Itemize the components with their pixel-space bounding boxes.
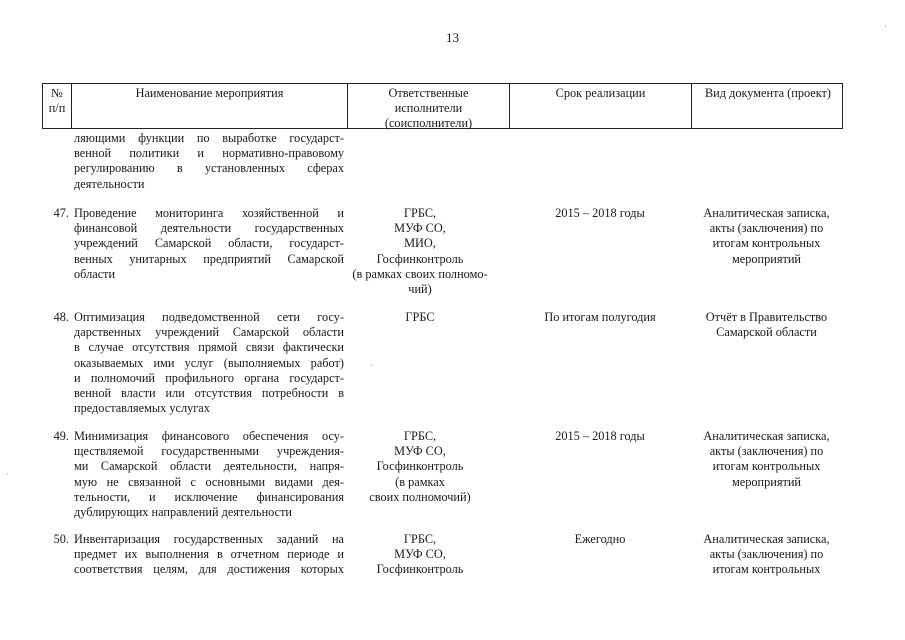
text-line: итогам контрольных <box>712 562 821 577</box>
text-line: Инвентаризация государственных заданий на <box>74 532 344 546</box>
activity-name <box>74 131 344 192</box>
text-line: Аналитическая записка, <box>703 532 830 546</box>
implementation-term <box>510 310 690 325</box>
text-line: мероприятий <box>731 474 802 489</box>
header-document-type-line: Вид документа (проект) <box>704 86 832 100</box>
scan-speck: · <box>370 360 373 370</box>
row-number: 48. <box>53 310 69 324</box>
text-line: тельности, и исключение финансирования <box>74 489 344 504</box>
scan-speck: ˙ <box>884 24 887 34</box>
text-line: в случае отсутствия прямой связи фактически <box>74 340 344 355</box>
activity-name <box>74 206 344 282</box>
text-line: дублирующих направлений деятельности <box>74 505 293 520</box>
text-line: ществляемой государственными учреждения- <box>74 444 344 459</box>
header-document-type <box>691 84 844 128</box>
text-line: МУФ СО, <box>394 547 446 562</box>
text-line: дарственных учреждений Самарской области <box>74 325 344 340</box>
header-activity-name-line: Наименование мероприятия <box>135 86 284 100</box>
text-line: акты (заключения) по <box>709 221 824 236</box>
text-line: Оптимизация подведомственной сети госу- <box>74 310 344 324</box>
text-line: соответствия целям, для достижения которых <box>74 562 344 577</box>
text-line: МУФ СО, <box>394 444 446 459</box>
text-line: ГРБС, <box>403 429 437 443</box>
text-line: и полномочий профильного органа государст- <box>74 370 344 385</box>
text-line: МУФ СО, <box>394 221 446 236</box>
responsible-executors <box>345 206 495 297</box>
document-type <box>690 429 843 490</box>
text-line: чий) <box>408 282 432 297</box>
text-line: мую не связанной с основными видами дея- <box>74 474 344 489</box>
text-line: учреждений Самарской области, государст- <box>74 236 344 251</box>
text-line: предоставляемых услугах <box>74 401 210 416</box>
row-number: 50. <box>53 532 69 546</box>
table-header <box>42 83 843 129</box>
header-number-line: № <box>51 86 63 100</box>
page-number: 13 <box>446 30 459 45</box>
header-responsible <box>347 84 509 131</box>
text-line: ГРБС <box>405 310 435 324</box>
text-line: оказываемых ими услуг (выполняемых работ) <box>74 355 344 370</box>
text-line: предмет их выполнения в отчетном периоде и <box>74 547 344 562</box>
header-number <box>43 84 71 128</box>
text-line: венной власти или отсутствия потребности в <box>74 386 344 401</box>
text-line: 2015 – 2018 годы <box>555 429 645 443</box>
implementation-term <box>510 532 690 547</box>
document-type <box>690 532 843 578</box>
text-line: венной политики и нормативно-правовому <box>74 146 344 161</box>
activity-name <box>74 310 344 416</box>
text-line: деятельности <box>74 176 145 191</box>
text-line: итогам контрольных <box>712 459 821 474</box>
activity-name <box>74 429 344 520</box>
text-line: Госфинконтроль <box>376 459 464 474</box>
text-line: своих полномочий) <box>369 489 471 504</box>
text-line: области <box>74 266 116 281</box>
text-line: ляющими функции по выработке государст- <box>74 131 344 145</box>
row-number: 47. <box>53 206 69 220</box>
text-line: (в рамках своих полномо- <box>352 266 488 281</box>
header-responsible-line: исполнители <box>394 101 463 116</box>
header-number-line: п/п <box>48 101 66 116</box>
header-term <box>509 84 691 128</box>
header-activity-name <box>71 84 347 128</box>
text-line: Госфинконтроль <box>376 251 464 266</box>
text-line: 2015 – 2018 годы <box>555 206 645 220</box>
text-line: Отчёт в Правительство <box>705 310 828 324</box>
document-type <box>690 206 843 267</box>
text-line: венных унитарных предприятий Самарской <box>74 251 344 266</box>
implementation-term <box>510 206 690 221</box>
header-term-line: Срок реализации <box>555 86 646 100</box>
text-line: регулированию в установленных сферах <box>74 161 344 176</box>
header-responsible-line: (соисполнители) <box>384 116 473 131</box>
scan-speck: ˙ <box>6 472 9 482</box>
responsible-executors <box>345 429 495 505</box>
text-line: (в рамках <box>395 474 445 489</box>
text-line: Аналитическая записка, <box>703 429 830 443</box>
text-line: Проведение мониторинга хозяйственной и <box>74 206 344 220</box>
text-line: акты (заключения) по <box>709 444 824 459</box>
text-line: ГРБС, <box>403 206 437 220</box>
text-line: ми Самарской области деятельности, напря- <box>74 459 344 474</box>
text-line: Госфинконтроль <box>376 562 464 577</box>
text-line: Аналитическая записка, <box>703 206 830 220</box>
text-line: акты (заключения) по <box>709 547 824 562</box>
text-line: Минимизация финансового обеспечения осу- <box>74 429 344 443</box>
responsible-executors <box>345 532 495 578</box>
text-line: Ежегодно <box>574 532 626 546</box>
responsible-executors <box>345 310 495 325</box>
implementation-term <box>510 429 690 444</box>
text-line: ГРБС, <box>403 532 437 546</box>
activity-name <box>74 532 344 578</box>
text-line: мероприятий <box>731 251 802 266</box>
header-responsible-line: Ответственные <box>388 86 469 100</box>
text-line: финансовой деятельности государственных <box>74 221 344 236</box>
row-number: 49. <box>53 429 69 443</box>
text-line: МИО, <box>404 236 436 251</box>
document-type <box>690 310 843 340</box>
text-line: Самарской области <box>716 325 817 340</box>
text-line: итогам контрольных <box>712 236 821 251</box>
text-line: По итогам полугодия <box>544 310 656 324</box>
